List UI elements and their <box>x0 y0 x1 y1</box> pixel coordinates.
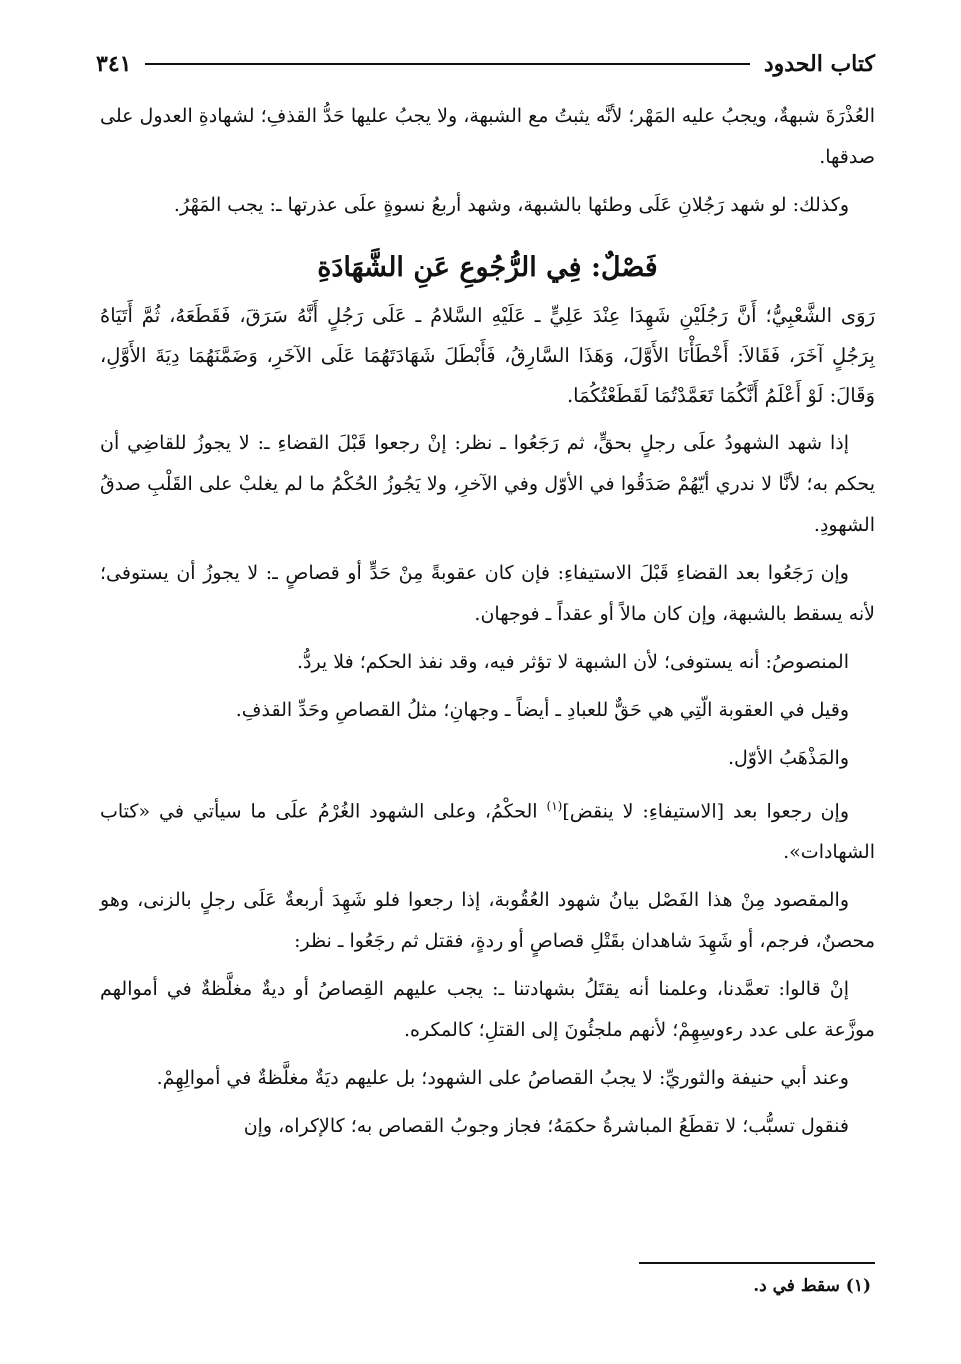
paragraph-8-end: الحكْمُ، وعلى الشهود الغُرْمُ علَى ما سيأتي في «كتاب الشهادات». <box>100 800 875 864</box>
footnote: (١) سقط في د. <box>753 1276 871 1296</box>
paragraph-3: إذا شهد الشهودُ علَى رجلٍ بحقٍّ، ثم رَجَعُوا ـ نظر: إنْ رجعوا قَبْلَ القضاءِ ـ: لا يجوزُ للقاضِي أن يحكم به؛ لأنَّا لا ندري أيّهُمْ صَدَقُوا في الأوّل وفي الآخرِ، ولا يَجُوزُ الحُكْمُ ما لم يغلبْ على القَلْبِ صدقُ الشهودِ. <box>100 432 875 536</box>
paragraph-6: وقيل في العقوبة الّتِي هي حَقٌّ للعبادِ ـ أيضاً ـ وجهانِ؛ مثلُ القصاصِ وحَدِّ القذفِ. <box>235 699 849 721</box>
page-number: ٣٤١ <box>96 51 132 77</box>
paragraph-7: والمَذْهَبُ الأوّل. <box>727 747 849 769</box>
paragraph-8-start: وإن رجعوا بعد [الاستيفاءِ: لا ينقض] <box>562 800 849 823</box>
paragraph-2: وكذلك: لو شهد رَجُلانِ عَلَى وطئها بالشبهة، وشهد أربعُ نسوةٍ علَى عذرتها ـ: يجب المَهْرُ. <box>173 194 849 216</box>
paragraph-12: فنقول تسبُّب؛ لا تقطَعُ المباشرةُ حكمَهُ؛ فجاز وجوبُ القصاص به؛ كالإكراه، وإن <box>243 1115 849 1138</box>
body-text <box>100 96 875 1154</box>
paragraph-10: إنْ قالوا: تعمَّدنا، وعلمنا أنه يقتَلُ بشهادتنا ـ: يجب عليهم القِصاصُ أو ديةٌ مغلَّظةٌ في أموالهم موزَّعة على عدد رءوسِهِمْ؛ لأنهم ملجئُونَ إلى القتلِ؛ كالمكره. <box>100 978 875 1042</box>
running-header <box>96 44 875 84</box>
footnote-rule <box>639 1262 875 1264</box>
section-heading: فَصْلٌ: فِي الرُّجُوعِ عَنِ الشَّهَادَةِ <box>317 252 658 283</box>
paragraph-5: المنصوصُ: أنه يستوفى؛ لأن الشبهة لا تؤثر فيه، وقد نفذ الحكم؛ فلا يردُّ. <box>296 651 849 673</box>
footnote-reference: (١) <box>546 799 563 813</box>
running-title: كتاب الحدود <box>763 51 875 77</box>
paragraph-11: وعند أبي حنيفة والثوريِّ: لا يجبُ القصاصُ على الشهود؛ بل عليهم ديَةٌ مغلَّظةٌ في أموالِهِمْ. <box>156 1067 849 1090</box>
paragraph-8 <box>100 786 875 873</box>
hadith-paragraph: رَوَى الشَّعْبِيُّ؛ أَنَّ رَجُلَيْنِ شَهِدَا عِنْدَ عَلِيٍّ ـ عَلَيْهِ السَّلامُ ـ عَلَى رَجُلٍ أَنَّهُ سَرَقَ، فَقَطَعَهُ، ثُمَّ أَتَيَاهُ بِرَجُلٍ آخَرَ، فَقَالاَ: أَخْطَأْنَا الأَوَّلَ، وَهَذَا السَّارِقُ، فَأَبْطَلَ شَهَادَتَهُمَا عَلَى الآخَرِ، وَضَمَّنَهُمَا دِيَةَ الأَوَّلِ، وَقَالَ: لَوْ أَعْلَمُ أَنَّكُمَا تَعَمَّدْتُمَا لَقَطَعْتُكُمَا. <box>100 304 875 407</box>
paragraph-9: والمقصود مِنْ هذا الفَصْل بيانُ شهود العُقُوبة، إذا رجعوا فلو شَهِدَ أربعةٌ عَلَى رجلٍ بالزنى، وهو محصنٌ، فرجم، أو شَهِدَ شاهدان بقَتْلِ قصاصٍ أو ردةٍ، فقتل ثم رجَعُوا ـ نظر: <box>100 889 875 953</box>
header-rule <box>145 63 749 65</box>
paragraph-1: العُذْرَةَ شبهةٌ، ويجبُ عليه المَهْر؛ لأنَّه يثبتُ مع الشبهة، ولا يجبُ عليها حَدُّ القذفِ؛ لشهادةِ العدول على صدقها. <box>100 105 875 168</box>
paragraph-4: وإن رَجَعُوا بعد القضاءِ قَبْلَ الاستيفاءِ: فإن كان عقوبةً مِنْ حَدٍّ أو قصاصٍ ـ: لا يجوزُ أن يستوفى؛ لأنه يسقط بالشبهة، وإن كان مالاً أو عقداً ـ فوجهان. <box>100 562 875 625</box>
